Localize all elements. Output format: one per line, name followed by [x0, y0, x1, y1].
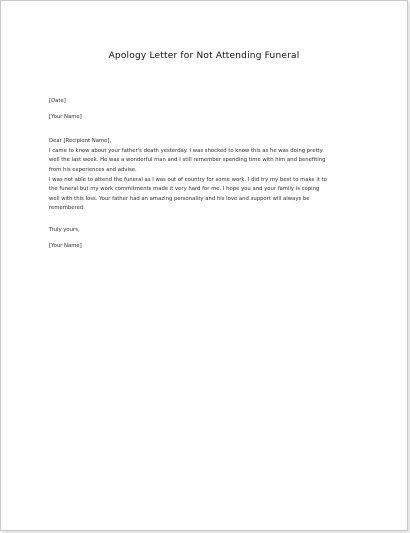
paragraph-line: from his experiences and advise. — [49, 166, 137, 173]
date-line: [Date] — [49, 98, 66, 104]
paragraph-line: I came to know about your father's death yesterday. I was shocked to know this as he was doing pretty — [49, 147, 323, 154]
paragraph-line: well with this loss. Your father had an amazing personality and his love and support will always be — [49, 195, 310, 202]
paragraph-line: I was not able to attend the funeral as I was out of country for some work. I did try my best to make it to — [49, 176, 327, 183]
letter-title: Apology Letter for Not Attending Funeral — [108, 51, 300, 61]
sender-name: [Your Name] — [49, 113, 82, 120]
greeting: Dear [Recipient Name], — [49, 138, 112, 145]
paragraph-line: well the last week. He was a wonderful man and I still remember spending time with him and benefiting — [49, 157, 326, 164]
paragraph-2 — [49, 176, 361, 214]
letter-body — [49, 97, 361, 251]
paragraph-line: the funeral but my work commitments made it very hard for me. I hope you and your family is coping — [49, 186, 320, 193]
signature-name: [Your Name] — [49, 242, 82, 249]
paragraph-line: remembered. — [49, 205, 85, 212]
closing: Truly yours, — [49, 226, 80, 233]
paragraph-1 — [49, 147, 361, 176]
